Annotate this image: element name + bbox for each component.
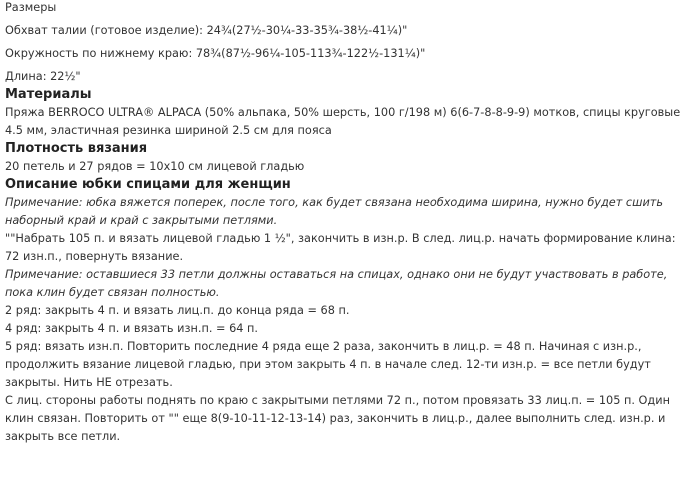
row-5-instruction: 5 ряд: вязать изн.п. Повторить последние 4 ряда еще 2 раза, закончить в лиц.р. = 48 п. Начиная с изн.р., продолжить вязание лицевой гладью, при этом закрыть 4 п. в начале след. 12-ти изн.р. = все петли будут закрыты. Нить НЕ отрезать. bbox=[5, 340, 651, 389]
row-4-instruction: 4 ряд: закрыть 4 п. и вязать изн.п. = 64 п. bbox=[5, 322, 259, 335]
length-measurement: Длина: 22½" bbox=[5, 70, 81, 83]
repeat-paragraph: С лиц. стороны работы поднять по краю с закрытыми петлями 72 п., потом провязать 33 лиц.п. = 105 п. Один клин связан. Повторить от "" еще 8(9-10-11-12-13-14) раз, закончить в лиц.р., далее выполнить след. изн.р. и закрыть все петли. bbox=[5, 394, 670, 443]
waist-measurement: Обхват талии (готовое изделие): 24¾(27½-30¼-33-35¾-38½-41¼)" bbox=[5, 24, 408, 37]
description-heading: Описание юбки спицами для женщин bbox=[5, 177, 291, 192]
row-2-instruction: 2 ряд: закрыть 4 п. и вязать лиц.п. до конца ряда = 68 п. bbox=[5, 304, 350, 317]
note-1: Примечание: юбка вяжется поперек, после того, как будет связана необходима ширина, нужно будет сшить наборный край и край с закрытыми петлями. bbox=[5, 196, 664, 227]
materials-heading: Материалы bbox=[5, 87, 92, 102]
cast-on-paragraph: ""Набрать 105 п. и вязать лицевой гладью 1 ½", закончить в изн.р. В след. лиц.р. начать формирование клина: 72 изн.п., повернуть вязание. bbox=[5, 232, 676, 263]
note-2: Примечание: оставшиеся 33 петли должны оставаться на спицах, однако они не будут участвовать в работе, пока клин будет связан полностью. bbox=[5, 268, 668, 299]
materials-text: Пряжа BERROCO ULTRA® ALPACA (50% альпака, 50% шерсть, 100 г/198 м) 6(6-7-8-8-9-9) мотков, спицы круговые 4.5 мм, эластичная резинка шириной 2.5 см для пояса bbox=[5, 106, 681, 137]
gauge-heading: Плотность вязания bbox=[5, 141, 148, 156]
hem-measurement: Окружность по нижнему краю: 78¾(87½-96¼-105-113¾-122½-131¼)" bbox=[5, 47, 426, 60]
gauge-text: 20 петель и 27 рядов = 10x10 см лицевой гладью bbox=[5, 160, 305, 173]
sizes-title: Размеры bbox=[5, 1, 57, 14]
